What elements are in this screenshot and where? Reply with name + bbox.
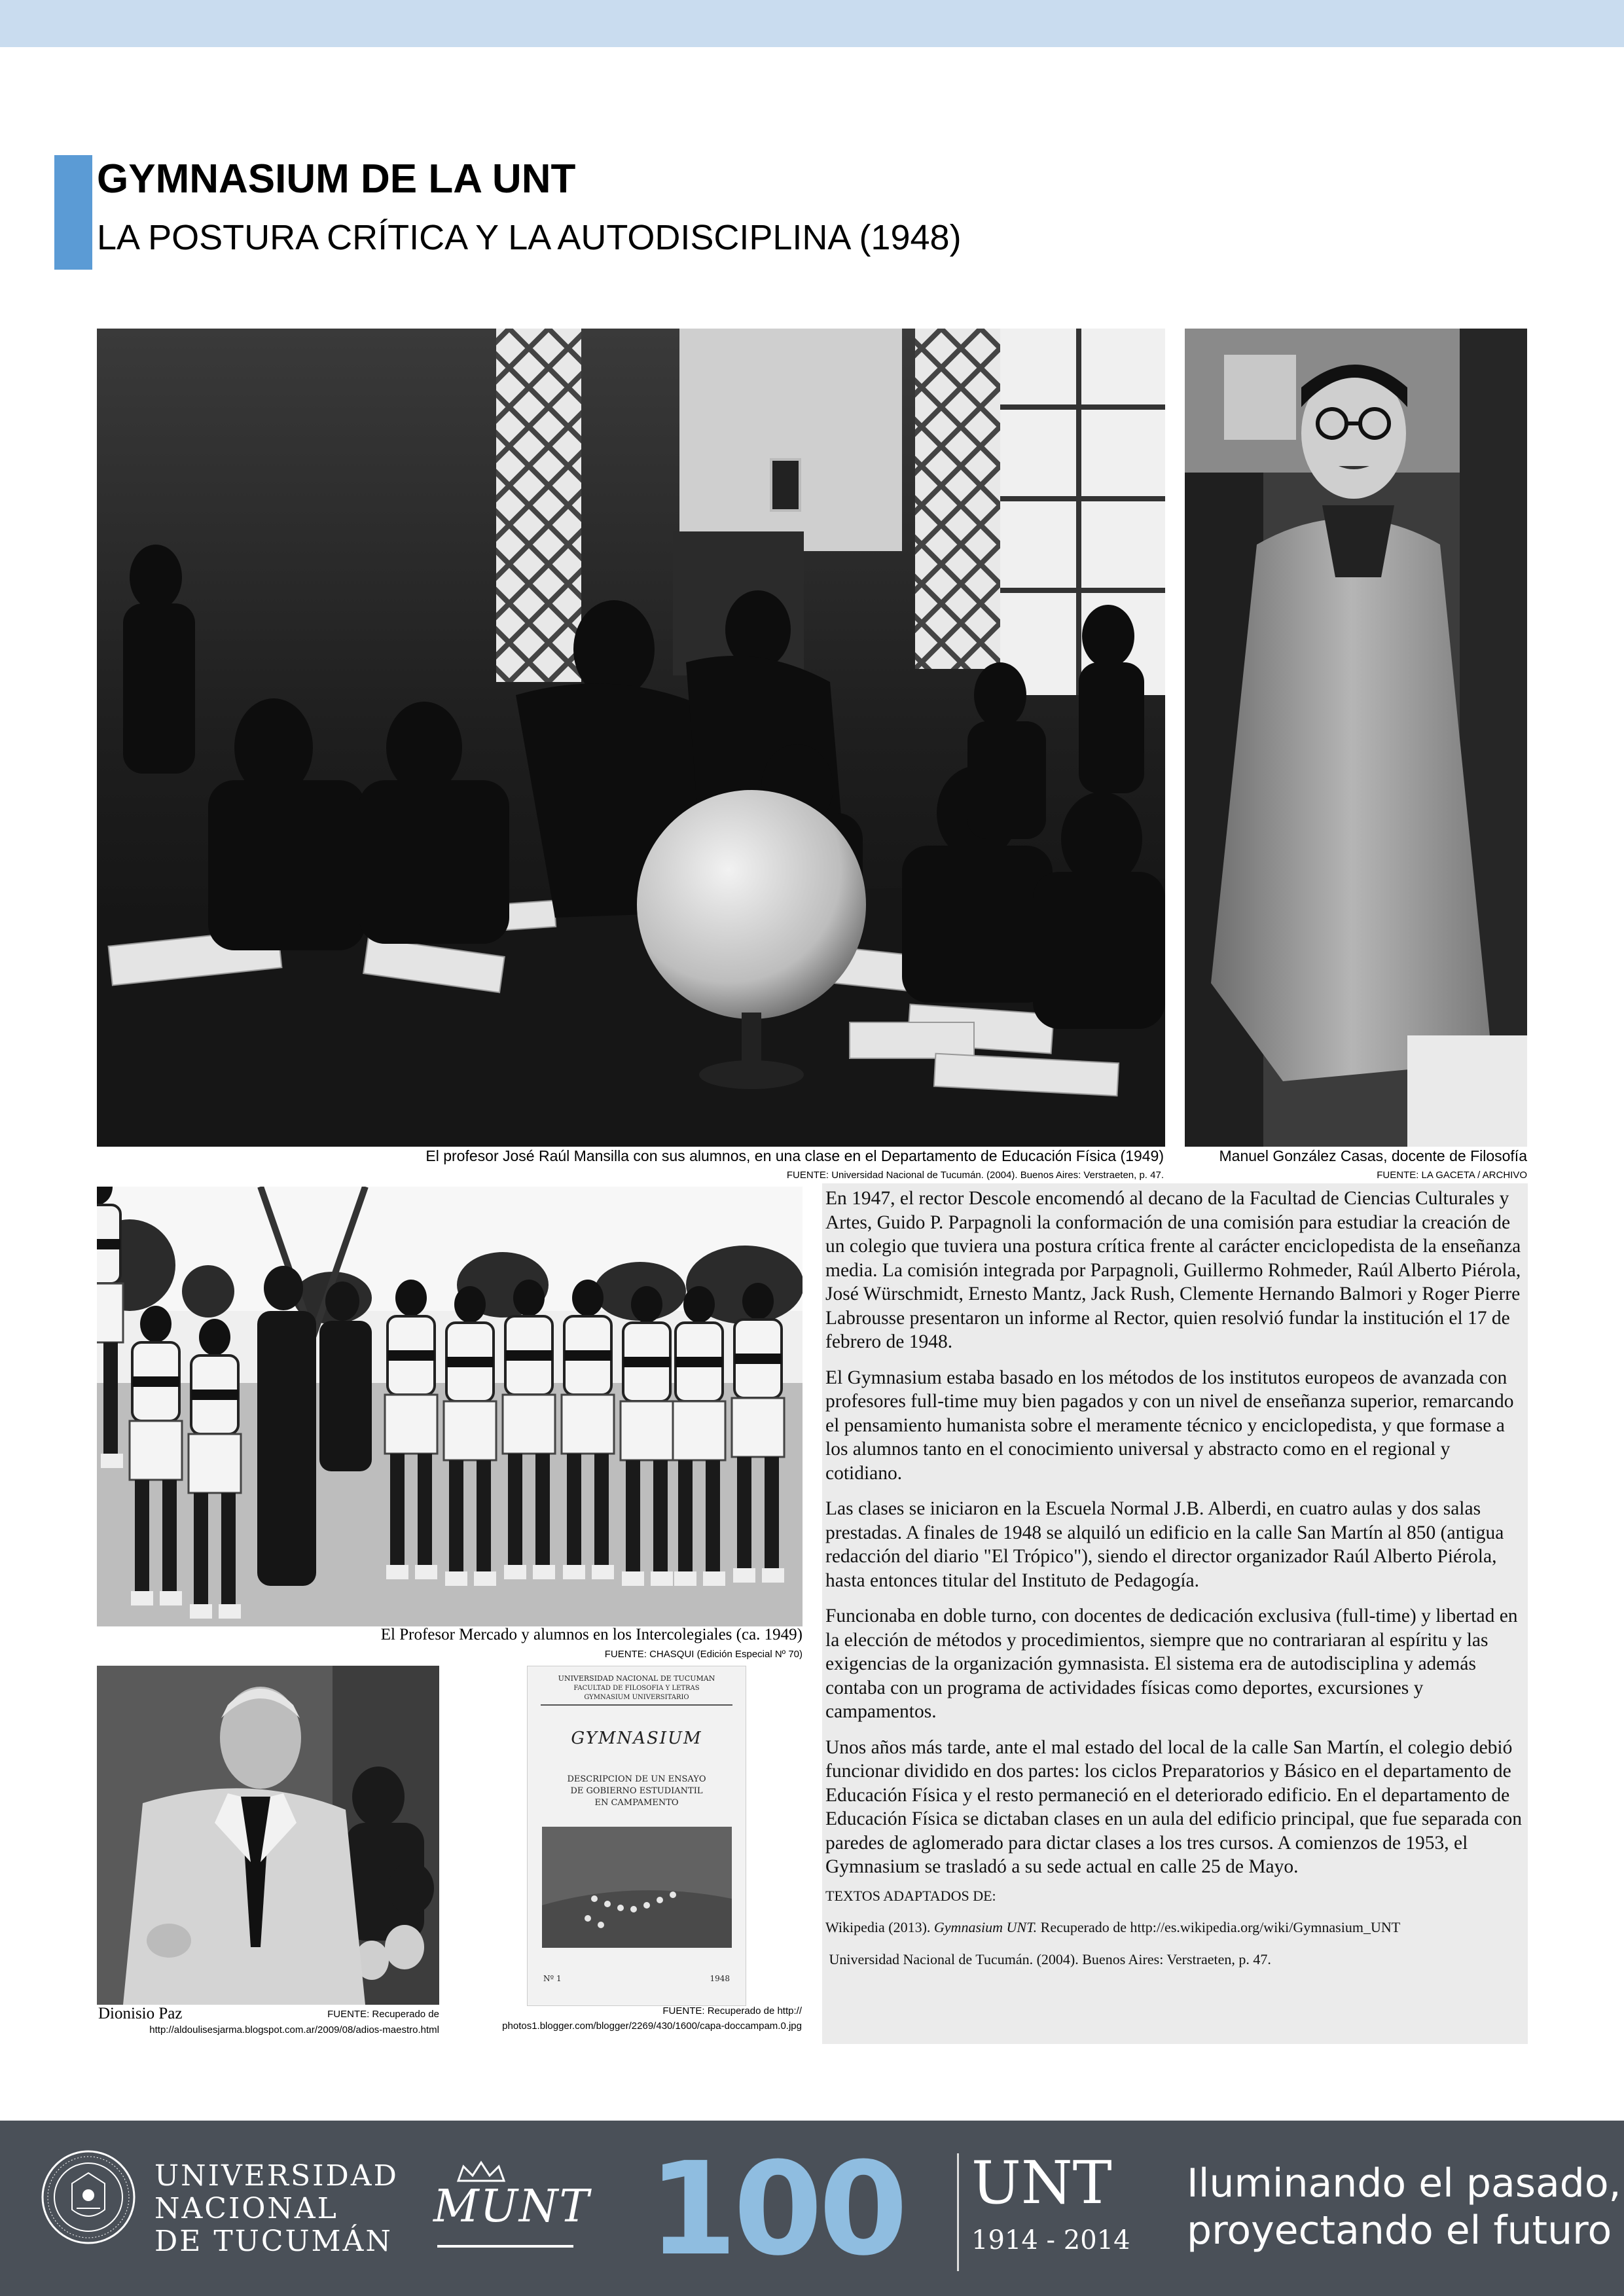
dionisio-paz-source-line2: http://aldoulisesjarma.blogspot.com.ar/2009/08/adios-maestro.html xyxy=(149,2024,439,2036)
page-title: GYMNASIUM DE LA UNT xyxy=(97,156,576,202)
dionisio-paz-source-line1: FUENTE: Recuperado de xyxy=(327,2009,439,2020)
booklet-header-line3: GYMNASIUM UNIVERSITARIO xyxy=(584,1694,689,1701)
slogan-line1: Iluminando el pasado, xyxy=(1187,2161,1621,2206)
athletes-photo-caption: El Profesor Mercado y alumnos en los Intercolegiales (ca. 1949) xyxy=(380,1626,803,1643)
article-paragraph: Unos años más tarde, ante el mal estado del local de la calle San Martín, el colegio debió funcionar dividido en dos partes: los ciclos Preparatorios y Básico en el departamento de Educación Física y el resto permaneció en el deteriorado edificio. En el departamento de Educación Física se dictaban clases en un aula del edificio principal, que fue separada con paredes de aglomerado para dictar clases a los tres cursos. A comienzos de 1953, el Gymnasium se trasladó a su sede actual en calle 25 de Mayo. xyxy=(825,1736,1523,1877)
munt-crown-icon xyxy=(452,2160,511,2183)
athletes-photo-source: FUENTE: CHASQUI (Edición Especial Nº 70) xyxy=(604,1649,803,1660)
booklet-source-line2: photos1.blogger.com/blogger/2269/430/1600/capa-doccampam.0.jpg xyxy=(502,2020,802,2032)
dionisio-paz-photo xyxy=(97,1666,439,2005)
booklet-photo xyxy=(542,1827,732,1948)
top-band xyxy=(0,0,1624,47)
reference-2: Universidad Nacional de Tucumán. (2004). Buenos Aires: Verstraeten, p. 47. xyxy=(825,1950,1271,1967)
portrait-photo xyxy=(1185,329,1527,1147)
booklet-cover xyxy=(527,1666,746,2006)
munt-underline xyxy=(437,2245,573,2248)
article-paragraph: El Gymnasium estaba basado en los métodos de los institutos europeos de avanzada con profesores full-time muy bien pagados y con un nivel de enseñanza superior, remarcando el pensamiento humanista sobre el meramente técnico y enciclopedista, y que formase a los alumnos tanto en el conocimiento universal y abstracto como en el regional y cotidiano. xyxy=(825,1367,1514,1484)
article-paragraph: En 1947, el rector Descole encomendó al decano de la Facultad de Ciencias Culturales y Artes, Guido P. Parpagnoli la conformación de una comisión para estudiar la creación de un colegio que tuviera una postura crítica frente al carácter enciclopedista de la enseñanza media. La comisión integrada por Parpagnoli, Guillermo Rohmeder, Raúl Alberto Piérola, José Würschmidt, Ernesto Mantz, Jack Rush, Clemente Hernando Balmori y Roger Pierre Labrousse presentaron un informe al Rector, quien resolvió fundar la institución el 17 de febrero de 1948. xyxy=(825,1188,1521,1352)
portrait-photo-source: FUENTE: LA GACETA / ARCHIVO xyxy=(1377,1170,1527,1181)
booklet-source-line1: FUENTE: Recuperado de http:// xyxy=(662,2005,802,2017)
munt-logo: MUNT xyxy=(433,2181,590,2233)
classroom-photo-caption: El profesor José Raúl Mansilla con sus alumnos, en una clase en el Departamento de Educación Física (1949) xyxy=(425,1147,1164,1164)
reference-1-title: Gymnasium UNT. xyxy=(933,1919,1038,1935)
footer-band xyxy=(0,2121,1624,2296)
centenary-unt: UNT xyxy=(971,2149,1112,2217)
booklet-desc-line2: DE GOBIERNO ESTUDIANTIL xyxy=(570,1786,703,1796)
article-paragraph: Funcionaba en doble turno, con docentes de dedicación exclusiva (full-time) y libertad en la elección de métodos y procedimientos, siempre que no contrariaran al espíritu y las exigencias de la organización gymnasista. El sistema era de autodisciplina y además contaba con un programa de actividades físicas como deportes, excursiones y campamentos. xyxy=(825,1605,1518,1722)
classroom-photo-source: FUENTE: Universidad Nacional de Tucumán. (2004). Buenos Aires: Verstraeten, p. 47. xyxy=(786,1170,1164,1181)
article-paragraph: Las clases se iniciaron en la Escuela Normal J.B. Alberdi, en cuatro aulas y dos salas prestadas. A finales de 1948 se alquiló un edificio en la calle San Martín al 850 (antigua redacción del diario "El Trópico"), siendo el director organizador Raúl Alberto Piérola, hasta entonces titular del Instituto de Pedagogía. xyxy=(825,1498,1504,1591)
title-accent-bar xyxy=(54,155,92,270)
university-name-line3: DE TUCUMÁN xyxy=(154,2225,393,2258)
centenary-divider xyxy=(957,2153,959,2271)
university-name-line1: UNIVERSIDAD xyxy=(154,2159,399,2193)
slogan-line2: proyectando el futuro xyxy=(1187,2208,1612,2253)
athletes-photo xyxy=(97,1187,803,1626)
article-body xyxy=(825,1187,1523,1979)
reference-1-url: Recuperado de http://es.wikipedia.org/wiki/Gymnasium_UNT xyxy=(1037,1919,1401,1935)
unt-seal-logo xyxy=(41,2149,136,2245)
classroom-photo xyxy=(97,329,1165,1147)
booklet-header-line1: UNIVERSIDAD NACIONAL DE TUCUMAN xyxy=(558,1674,715,1683)
article-text-panel xyxy=(822,1183,1528,2044)
references-title: TEXTOS ADAPTADOS DE: xyxy=(825,1887,996,1904)
portrait-photo-caption: Manuel González Casas, docente de Filosofía xyxy=(1219,1147,1527,1164)
booklet-desc-line1: DESCRIPCION DE UN ENSAYO xyxy=(567,1774,706,1784)
booklet-desc-line3: EN CAMPAMENTO xyxy=(594,1798,679,1808)
booklet-title: GYMNASIUM xyxy=(571,1729,702,1748)
booklet-number: Nº 1 xyxy=(543,1974,562,1983)
page-subtitle: LA POSTURA CRÍTICA Y LA AUTODISCIPLINA (1948) xyxy=(97,218,962,257)
reference-1 xyxy=(825,1916,1523,1940)
booklet-year: 1948 xyxy=(710,1974,730,1983)
centenary-years: 1914 - 2014 xyxy=(971,2225,1130,2255)
reference-1-author: Wikipedia (2013). xyxy=(825,1919,934,1935)
booklet-rule xyxy=(541,1704,732,1706)
booklet-header-line2: FACULTAD DE FILOSOFIA Y LETRAS xyxy=(573,1685,700,1692)
university-name-line2: NACIONAL xyxy=(154,2192,338,2225)
dionisio-paz-caption: Dionisio Paz xyxy=(98,2005,183,2022)
references xyxy=(825,1884,1523,1972)
centenary-100-logo: 100 xyxy=(648,2135,905,2284)
